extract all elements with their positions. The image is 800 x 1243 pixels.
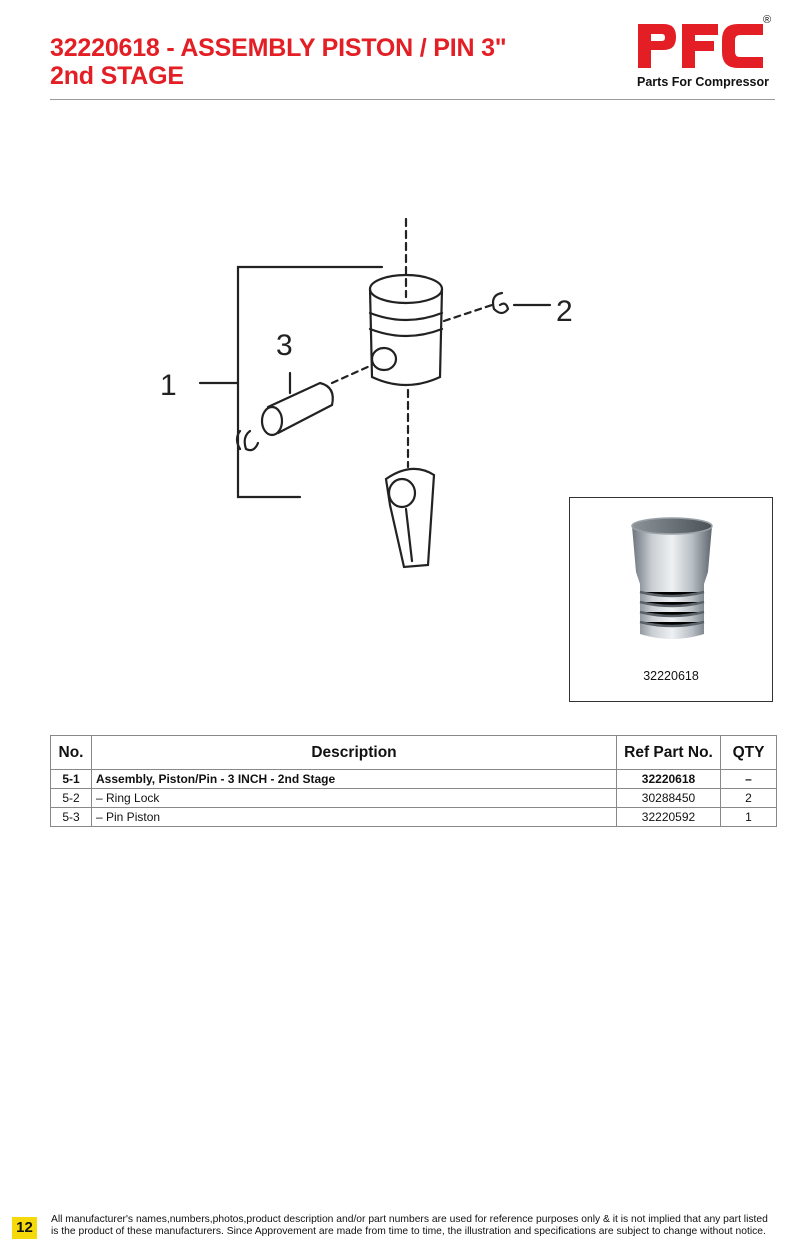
row-no: 5-2	[51, 789, 92, 808]
piston-pin-drawing	[262, 383, 333, 435]
row-no: 5-3	[51, 808, 92, 827]
ring-lock-left-drawing	[237, 431, 258, 450]
row-qty: 1	[721, 808, 777, 827]
photo-caption: 32220618	[643, 669, 699, 683]
disclaimer	[51, 1214, 777, 1237]
piston-photo	[626, 514, 718, 644]
table-row	[51, 808, 777, 827]
assembly-bracket	[238, 267, 382, 497]
disclaimer-line-2: is the product of these manufacturers. Since Approvement are made from time to time, the illustration and specifications are subject to change without notice.	[51, 1225, 766, 1237]
table-row	[51, 770, 777, 789]
logo-tagline: Parts For Compressor	[637, 75, 769, 89]
parts-table	[50, 735, 777, 827]
header-no: No.	[51, 736, 92, 770]
ring-lock-drawing	[493, 293, 508, 313]
page-number-badge: 12	[12, 1217, 37, 1239]
callout-3: 3	[276, 329, 293, 362]
table-row	[51, 789, 777, 808]
header-qty: QTY	[721, 736, 777, 770]
row-description: Assembly, Piston/Pin - 3 INCH - 2nd Stage	[92, 770, 617, 789]
exploded-diagram	[150, 205, 610, 585]
row-ref: 30288450	[617, 789, 721, 808]
title-line-1: 32220618 - ASSEMBLY PISTON / PIN 3"	[50, 34, 507, 62]
row-ref: 32220592	[617, 808, 721, 827]
disclaimer-line-1: All manufacturer's names,numbers,photos,product description and/or part numbers are used for reference purposes only & it is not implied that any part listed	[51, 1214, 768, 1225]
product-photo-box	[569, 497, 773, 702]
title-line-2: 2nd STAGE	[50, 62, 184, 90]
header-ref-part-no: Ref Part No.	[617, 736, 721, 770]
row-description: – Pin Piston	[92, 808, 617, 827]
connecting-rod-drawing	[386, 469, 434, 567]
row-qty: –	[721, 770, 777, 789]
page-title	[50, 34, 506, 90]
pfc-logo	[636, 14, 776, 94]
table-header-row	[51, 736, 777, 770]
header-divider	[50, 99, 775, 100]
callout-1: 1	[160, 369, 177, 402]
callout-2: 2	[556, 295, 573, 328]
registered-mark: ®	[763, 14, 772, 26]
pfc-logo-mark	[636, 22, 764, 70]
row-qty: 2	[721, 789, 777, 808]
row-ref: 32220618	[617, 770, 721, 789]
header-description: Description	[92, 736, 617, 770]
row-description: – Ring Lock	[92, 789, 617, 808]
row-no: 5-1	[51, 770, 92, 789]
